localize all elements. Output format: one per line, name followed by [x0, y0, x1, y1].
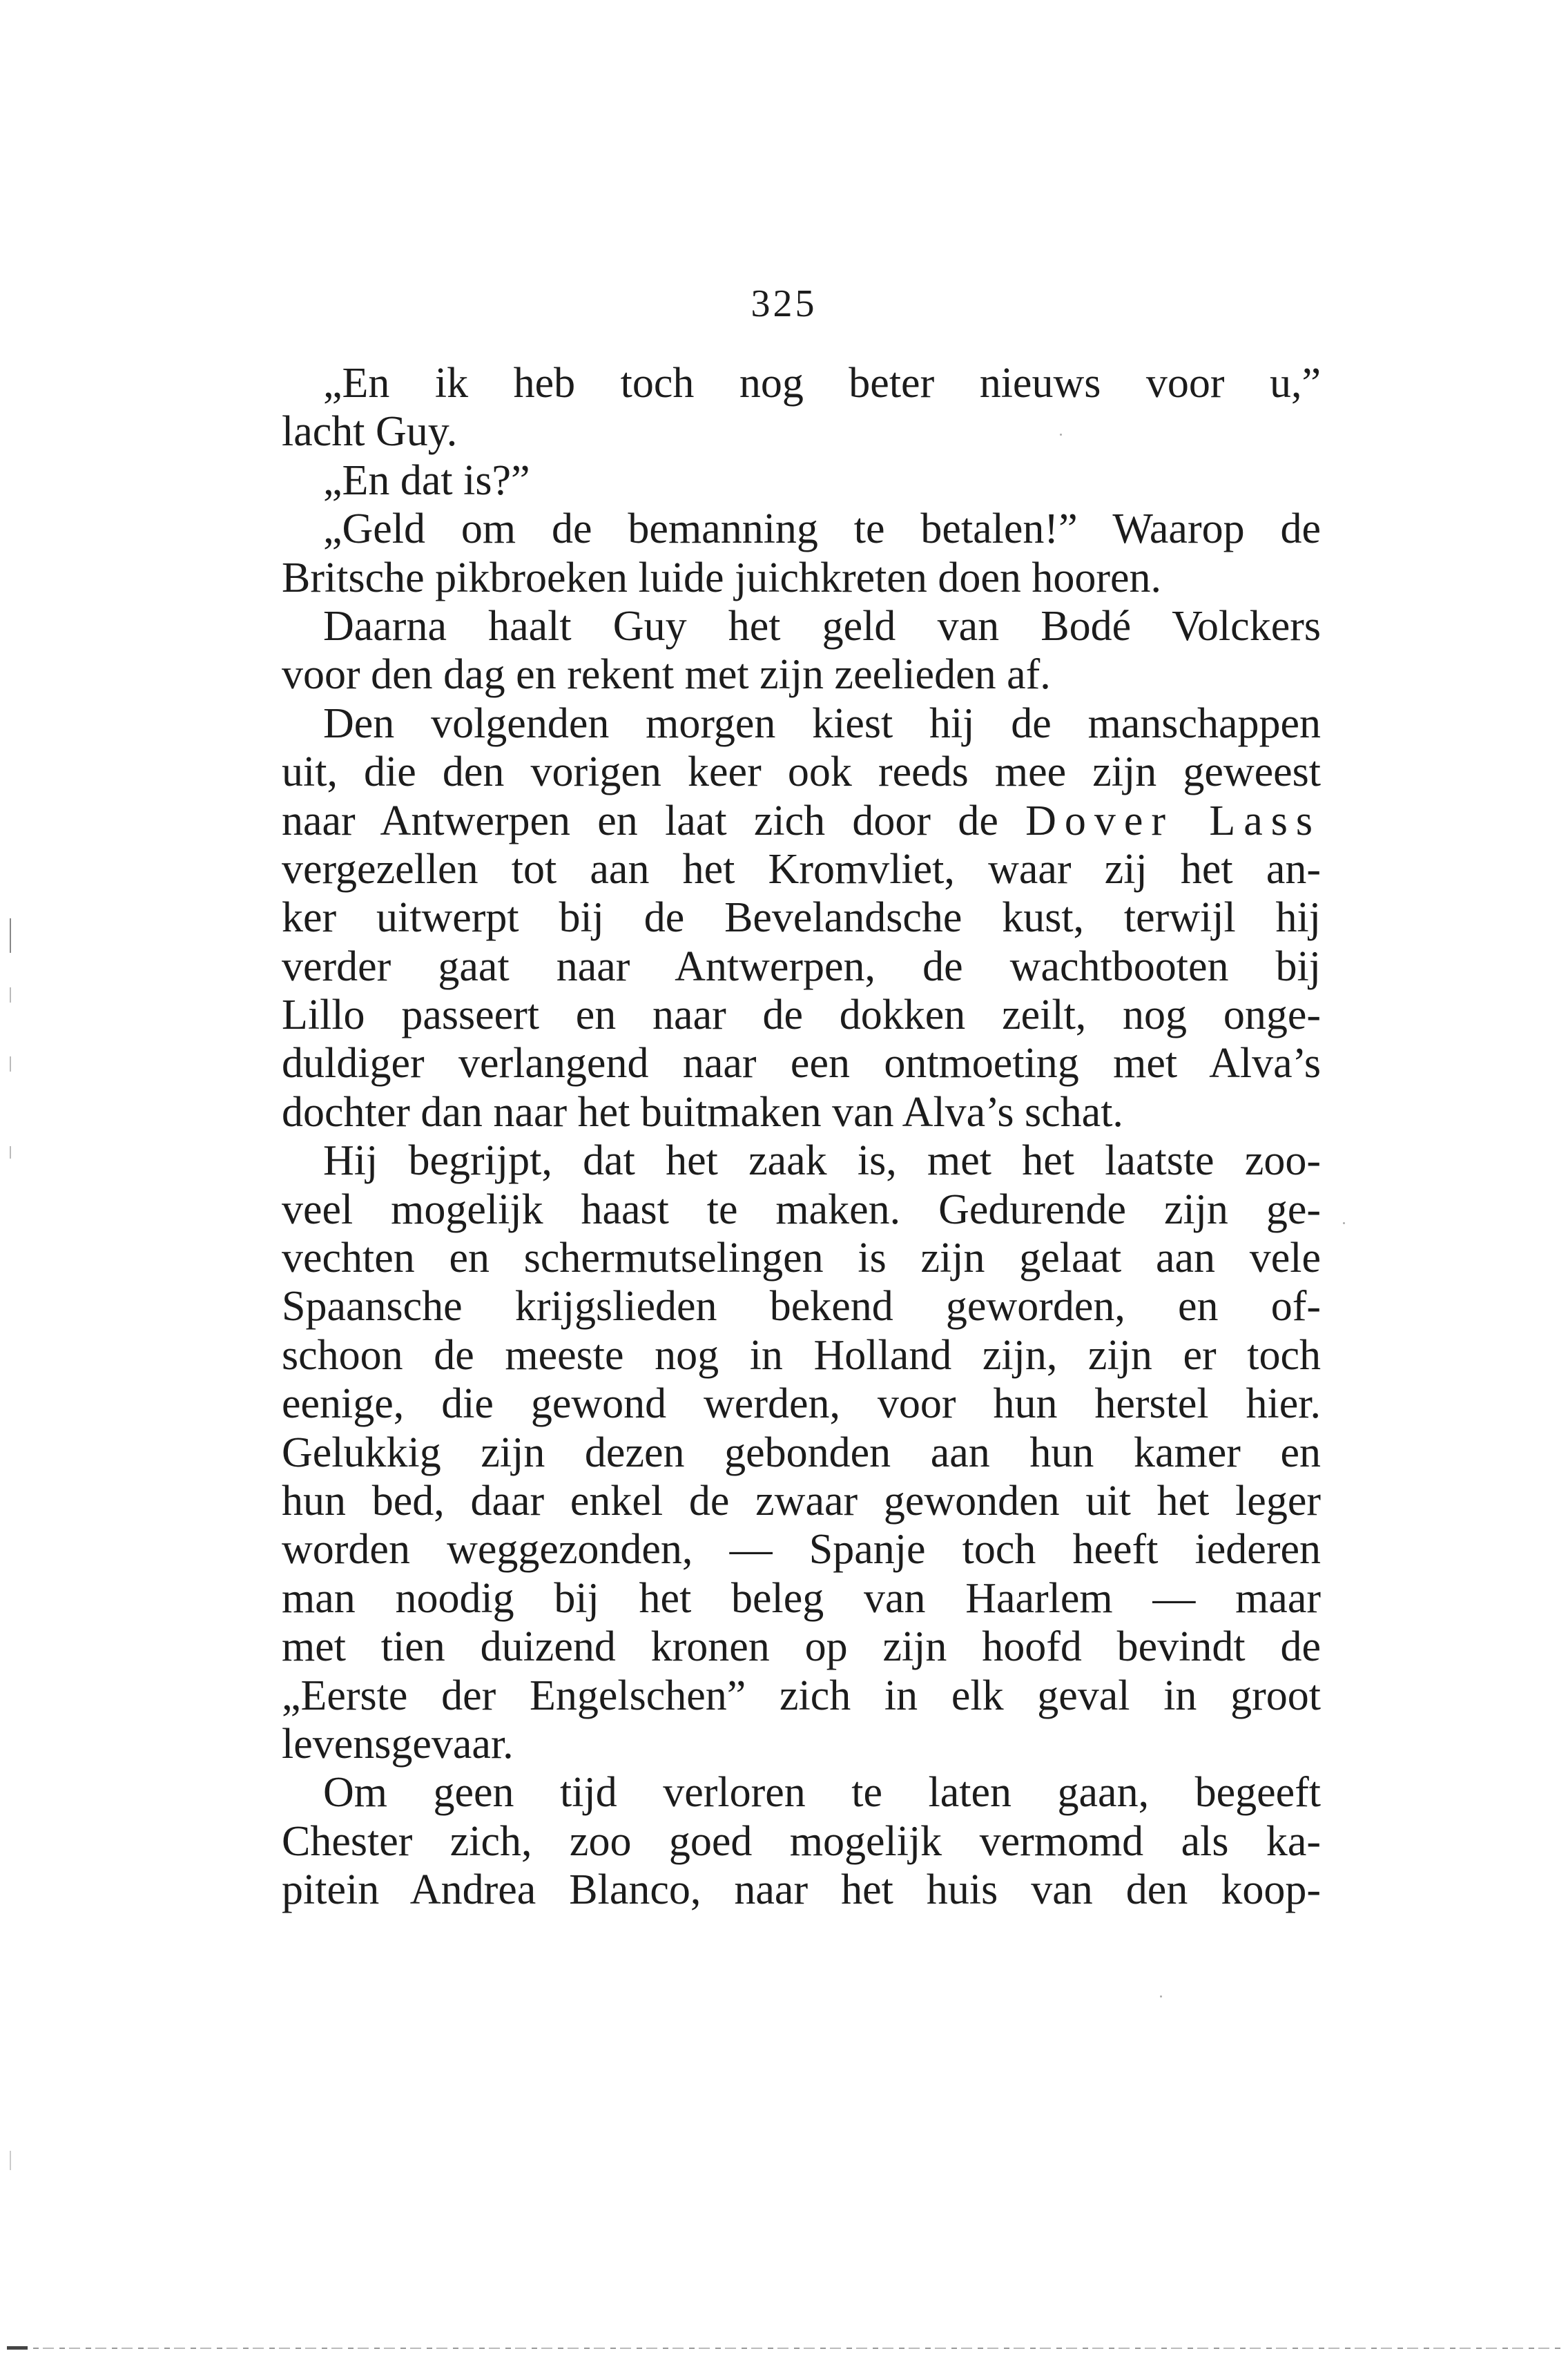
text-line: duldiger verlangend naar een ontmoeting met Alva’s: [282, 1040, 1321, 1087]
text-line: Britsche pikbroeken luide juichkreten doen hooren.: [282, 554, 1162, 601]
ship-name: Dover Lass: [1025, 797, 1321, 844]
text-line: [282, 797, 1321, 845]
text-line: Chester zich, zoo goed mogelijk vermomd als ka-: [282, 1817, 1321, 1865]
scan-margin-mark: [10, 918, 11, 953]
text-line: eenige, die gewond werden, voor hun herstel hier.: [282, 1380, 1321, 1428]
scan-margin-mark: [10, 987, 11, 1003]
text-line: Om geen tijd verloren te laten gaan, begeeft: [323, 1769, 1321, 1817]
page-number: 325: [751, 282, 817, 325]
text-line: ker uitwerpt bij de Bevelandsche kust, terwijl hij: [282, 894, 1321, 942]
text-line: uit, die den vorigen keer ook reeds mee zijn geweest: [282, 748, 1321, 796]
text-line-prefix: naar Antwerpen en laat zich door de: [282, 797, 1026, 844]
text-line: Hij begrijpt, dat het zaak is, met het laatste zoo-: [323, 1137, 1321, 1185]
text-line: dochter dan naar het buitmaken van Alva’s schat.: [282, 1088, 1123, 1136]
text-line: lacht Guy.: [282, 408, 458, 456]
text-line: hun bed, daar enkel de zwaar gewonden uit het leger: [282, 1477, 1321, 1525]
text-line: „En dat is?”: [323, 456, 530, 504]
text-line: met tien duizend kronen op zijn hoofd bevindt de: [282, 1623, 1321, 1671]
text-line: pitein Andrea Blanco, naar het huis van den koop-: [282, 1866, 1321, 1914]
text-line: Den volgenden morgen kiest hij de manschappen: [323, 699, 1321, 747]
text-line: Spaansche krijgslieden bekend geworden, en of-: [282, 1283, 1321, 1331]
body-text: [282, 359, 1321, 1915]
text-line: verder gaat naar Antwerpen, de wachtbooten bij: [282, 942, 1321, 990]
scan-margin-mark: [10, 1146, 11, 1159]
text-line: vergezellen tot aan het Kromvliet, waar zij het an-: [282, 845, 1321, 893]
text-line: vechten en schermutselingen is zijn gelaat aan vele: [282, 1235, 1321, 1282]
scan-speck: [1060, 434, 1062, 436]
text-line: voor den dag en rekent met zijn zeelieden af.: [282, 651, 1051, 699]
text-line: schoon de meeste nog in Holland zijn, zijn er toch: [282, 1331, 1321, 1379]
scan-bottom-edge: [7, 2348, 1560, 2349]
text-line: veel mogelijk haast te maken. Gedurende zijn ge-: [282, 1186, 1321, 1233]
text-line: man noodig bij het beleg van Haarlem — maar: [282, 1574, 1321, 1622]
scan-speck: [1343, 1222, 1345, 1224]
scan-margin-mark: [10, 1056, 11, 1072]
text-line: Gelukkig zijn dezen gebonden aan hun kamer en: [282, 1429, 1321, 1476]
text-line: „Eerste der Engelschen” zich in elk geval in groot: [282, 1672, 1321, 1719]
text-line: levensgevaar.: [282, 1720, 514, 1768]
scan-bottom-edge-mark: [7, 2346, 28, 2350]
scan-margin-mark: [10, 2151, 11, 2170]
text-line: Daarna haalt Guy het geld van Bodé Volckers: [323, 602, 1321, 650]
text-line: „Geld om de bemanning te betalen!” Waarop de: [323, 505, 1321, 553]
text-line: Lillo passeert en naar de dokken zeilt, nog onge-: [282, 992, 1321, 1039]
text-line: worden weggezonden, — Spanje toch heeft iederen: [282, 1526, 1321, 1574]
text-line: „En ik heb toch nog beter nieuws voor u,”: [323, 360, 1321, 407]
scan-speck: [1160, 1995, 1162, 1998]
